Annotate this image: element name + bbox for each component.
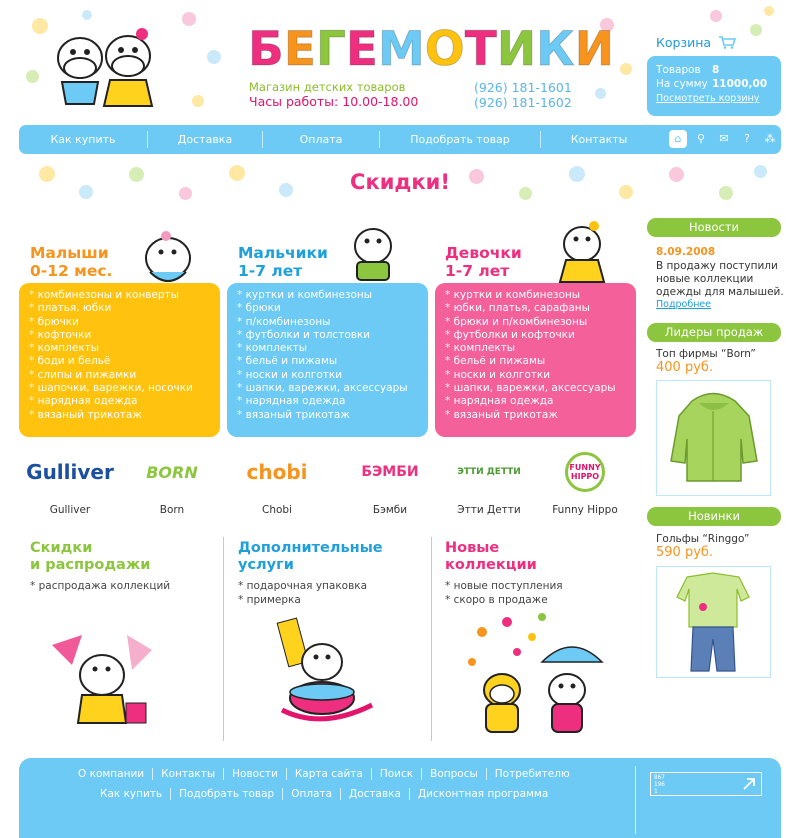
brand-gulliver[interactable] — [25, 452, 115, 516]
footer-links-row-2 — [100, 788, 548, 800]
new-arrival-name[interactable]: Гольфы “Ringgo” — [656, 533, 750, 545]
bestsellers-heading: Лидеры продаж — [647, 323, 781, 342]
footer-divider — [635, 766, 636, 834]
category-link[interactable]: * боди и бельё — [29, 355, 210, 368]
block-title: Дополнительные — [238, 540, 383, 556]
hours-value: 10.00-18.00 — [342, 94, 419, 109]
visit-counter[interactable] — [650, 772, 762, 796]
category-title: Малыши — [30, 244, 109, 262]
cart-title-label: Корзина — [656, 35, 712, 50]
footer-link[interactable]: Карта сайта — [294, 768, 363, 780]
brand-chobi[interactable] — [232, 452, 322, 516]
info-icon[interactable]: i — [791, 132, 795, 145]
logo-letter: Е — [283, 22, 315, 77]
logo-letter: М — [378, 22, 424, 77]
footer-link-divider — [421, 768, 422, 780]
footer-link-divider — [152, 768, 153, 780]
category-link[interactable]: * брюки — [237, 302, 418, 315]
category-link[interactable]: * нарядная одежда — [29, 395, 210, 408]
brand-logo: chobi — [246, 460, 308, 484]
footer-link-divider — [282, 788, 283, 800]
block-list — [238, 580, 367, 607]
hoodie-image — [657, 381, 770, 495]
block-list — [445, 580, 563, 607]
logo-letter: Б — [248, 22, 283, 77]
mail-icon[interactable]: ✉ — [719, 132, 729, 145]
hippo-girl-image — [552, 220, 614, 286]
category-link[interactable]: * вязаный трикотаж — [29, 409, 210, 422]
bestseller-name[interactable]: Топ фирмы “Born” — [656, 348, 756, 360]
search-icon[interactable]: ⚲ — [696, 132, 706, 145]
category-link[interactable]: * комплекты — [29, 342, 210, 355]
nav-item-delivery[interactable]: Доставка — [177, 133, 233, 146]
nav-item-how-to-buy[interactable]: Как купить — [50, 133, 116, 146]
category-link[interactable]: * брючки — [29, 316, 210, 329]
hippo-baby-image — [138, 228, 198, 286]
brand-logo: ЭТТИ ДЕТТИ — [457, 467, 521, 477]
hippo-boy-image — [343, 222, 403, 286]
banner-title: Скидки! — [350, 170, 450, 194]
news-more-link[interactable]: Подробнее — [656, 299, 712, 310]
news-date: 8.09.2008 — [656, 246, 716, 258]
working-hours — [249, 94, 418, 109]
brand-name: Бэмби — [372, 504, 408, 516]
block-title: Новые — [445, 540, 500, 556]
view-cart-link[interactable]: Посмотреть корзину — [656, 93, 760, 104]
brand-logo: Gulliver — [26, 460, 114, 484]
block-title: Скидки — [30, 540, 93, 556]
nav-item-contacts[interactable]: Контакты — [570, 133, 628, 146]
footer — [19, 758, 781, 838]
cart-items-value: 8 — [712, 64, 720, 76]
cart-icon — [718, 35, 736, 49]
block-link[interactable]: * скоро в продаже — [445, 594, 563, 608]
footer-link[interactable]: Подобрать товар — [179, 788, 275, 800]
hippo-sale-image — [42, 615, 162, 730]
category-link[interactable]: * носки и колготки — [445, 369, 626, 382]
arrow-up-right-icon — [741, 776, 757, 792]
block-subtitle: услуги — [238, 557, 294, 573]
category-title: Мальчики — [238, 244, 328, 262]
brand-logo: BORN — [146, 462, 198, 482]
logo-letter: О — [424, 22, 464, 77]
footer-link[interactable]: Поиск — [379, 768, 414, 780]
logo-letter: Г — [315, 22, 345, 77]
category-subtitle: 1-7 лет — [445, 262, 510, 280]
home-icon[interactable]: ⌂ — [669, 130, 687, 148]
footer-link[interactable]: Вопросы — [430, 768, 478, 780]
category-link[interactable]: * брюки и п/комбинезоны — [445, 316, 626, 329]
footer-link-divider — [223, 768, 224, 780]
cart-sum-label: На сумму — [656, 78, 708, 90]
logo-letter: К — [536, 22, 574, 77]
category-list — [19, 283, 220, 437]
news-heading: Новости — [647, 218, 781, 237]
cart-items-label: Товаров — [656, 64, 701, 76]
footer-link[interactable]: Оплата — [291, 788, 333, 800]
new-arrivals-heading: Новинки — [647, 507, 781, 526]
block-link[interactable]: * подарочная упаковка — [238, 580, 367, 594]
footer-link-divider — [409, 788, 410, 800]
hippo-gift-image — [262, 610, 382, 730]
category-link[interactable]: * нарядная одежда — [445, 395, 626, 408]
footer-link[interactable]: Новости — [232, 768, 278, 780]
hours-label: Часы работы: — [249, 94, 339, 109]
footer-link-divider — [486, 768, 487, 780]
help-icon[interactable]: ? — [744, 132, 750, 145]
nav-item-payment[interactable]: Оплата — [299, 133, 343, 146]
footer-link[interactable]: Потребителю — [494, 768, 570, 780]
news-text: В продажу поступили новые коллекции одежды для малышей. — [656, 260, 784, 298]
category-link[interactable]: * футболки и кофточки — [445, 329, 626, 342]
brand-born[interactable] — [127, 452, 217, 516]
new-arrival-product-image[interactable] — [656, 566, 771, 678]
site-logo[interactable] — [248, 22, 613, 78]
counter-line: 196 — [654, 781, 665, 788]
footer-link[interactable]: Контакты — [161, 768, 216, 780]
category-link[interactable]: * слипы и пижамки — [29, 369, 210, 382]
category-subtitle: 1-7 лет — [238, 262, 303, 280]
brand-logo: БЭМБИ — [361, 464, 419, 480]
category-link[interactable]: * куртки и комбинезоны — [237, 289, 418, 302]
logo-letter: Е — [345, 22, 377, 77]
footer-link-divider — [340, 788, 341, 800]
category-link[interactable]: * п/комбинезоны — [237, 316, 418, 329]
hippo-mascots-image — [48, 20, 163, 112]
block-subtitle: и распродажи — [30, 557, 151, 573]
block-divider — [431, 537, 432, 741]
tagline: Магазин детских товаров — [249, 80, 406, 94]
brand-name: Gulliver — [49, 504, 91, 516]
main-nav — [19, 125, 795, 154]
cart-title[interactable] — [656, 35, 736, 50]
brand-name: Born — [159, 504, 185, 516]
brand-name: Chobi — [262, 504, 292, 516]
category-link[interactable]: * комплекты — [445, 342, 626, 355]
category-list — [227, 283, 428, 437]
nav-item-find-product[interactable]: Подобрать товар — [410, 133, 510, 146]
category-link[interactable]: * бельё и пижамы — [445, 355, 626, 368]
cart-summary — [647, 56, 781, 116]
block-link[interactable]: * распродажа коллекций — [30, 580, 170, 594]
category-link[interactable]: * комбинезоны и конверты — [29, 289, 210, 302]
block-list — [30, 580, 170, 594]
footer-link-divider — [170, 788, 171, 800]
sitemap-icon[interactable]: ⁂ — [764, 132, 776, 145]
category-link[interactable]: * футболки и толстовки — [237, 329, 418, 342]
brand-name: Funny Hippo — [552, 504, 618, 516]
category-link[interactable]: * юбки, платья, сарафаны — [445, 302, 626, 315]
cart-sum-value: 11000,00 — [712, 78, 768, 90]
footer-links-row-1 — [78, 768, 570, 780]
footer-link[interactable]: Как купить — [100, 788, 163, 800]
logo-letter: Т — [464, 22, 496, 77]
category-link[interactable]: * шапочки, варежки, носочки — [29, 382, 210, 395]
block-subtitle: коллекции — [445, 557, 537, 573]
category-subtitle: 0-12 мес. — [30, 262, 113, 280]
kids-outfit-image — [657, 567, 770, 677]
category-link[interactable]: * носки и колготки — [237, 369, 418, 382]
category-link[interactable]: * вязаный трикотаж — [445, 409, 626, 422]
block-divider — [223, 537, 224, 741]
category-link[interactable]: * шапки, варежки, аксессуары — [445, 382, 626, 395]
category-link[interactable]: * кофточки — [29, 329, 210, 342]
block-link[interactable]: * примерка — [238, 594, 367, 608]
category-link[interactable]: * платья, юбки — [29, 302, 210, 315]
brand-name: Этти Детти — [457, 504, 521, 516]
category-list — [435, 283, 636, 437]
footer-link[interactable]: О компании — [78, 768, 145, 780]
category-link[interactable]: * бельё и пижамы — [237, 355, 418, 368]
phone-1: (926) 181-1601 — [474, 80, 572, 95]
footer-link[interactable]: Доставка — [349, 788, 401, 800]
logo-letter: И — [496, 22, 536, 77]
block-link[interactable]: * новые поступления — [445, 580, 563, 594]
bestseller-price: 400 руб. — [656, 360, 714, 375]
category-link[interactable]: * шапки, варежки, аксессуары — [237, 382, 418, 395]
brand-etti-detti[interactable] — [444, 452, 534, 516]
category-link[interactable]: * вязаный трикотаж — [237, 409, 418, 422]
brand-funny-hippo[interactable] — [540, 452, 630, 516]
hippo-autumn-image — [462, 612, 612, 740]
bestseller-product-image[interactable] — [656, 380, 771, 496]
footer-link-divider — [286, 768, 287, 780]
category-link[interactable]: * нарядная одежда — [237, 395, 418, 408]
counter-line: 1 — [654, 788, 658, 795]
new-arrival-price: 590 руб. — [656, 545, 714, 560]
phone-2: (926) 181-1602 — [474, 95, 572, 110]
category-title: Девочки — [445, 244, 522, 262]
category-link[interactable]: * комплекты — [237, 342, 418, 355]
brand-logo: FUNNY HIPPO — [540, 452, 630, 492]
footer-link-divider — [371, 768, 372, 780]
counter-line: 867 — [654, 774, 665, 781]
category-link[interactable]: * куртки и комбинезоны — [445, 289, 626, 302]
logo-letter: И — [574, 22, 613, 77]
brand-bambi[interactable] — [345, 452, 435, 516]
footer-link[interactable]: Дисконтная программа — [417, 788, 549, 800]
